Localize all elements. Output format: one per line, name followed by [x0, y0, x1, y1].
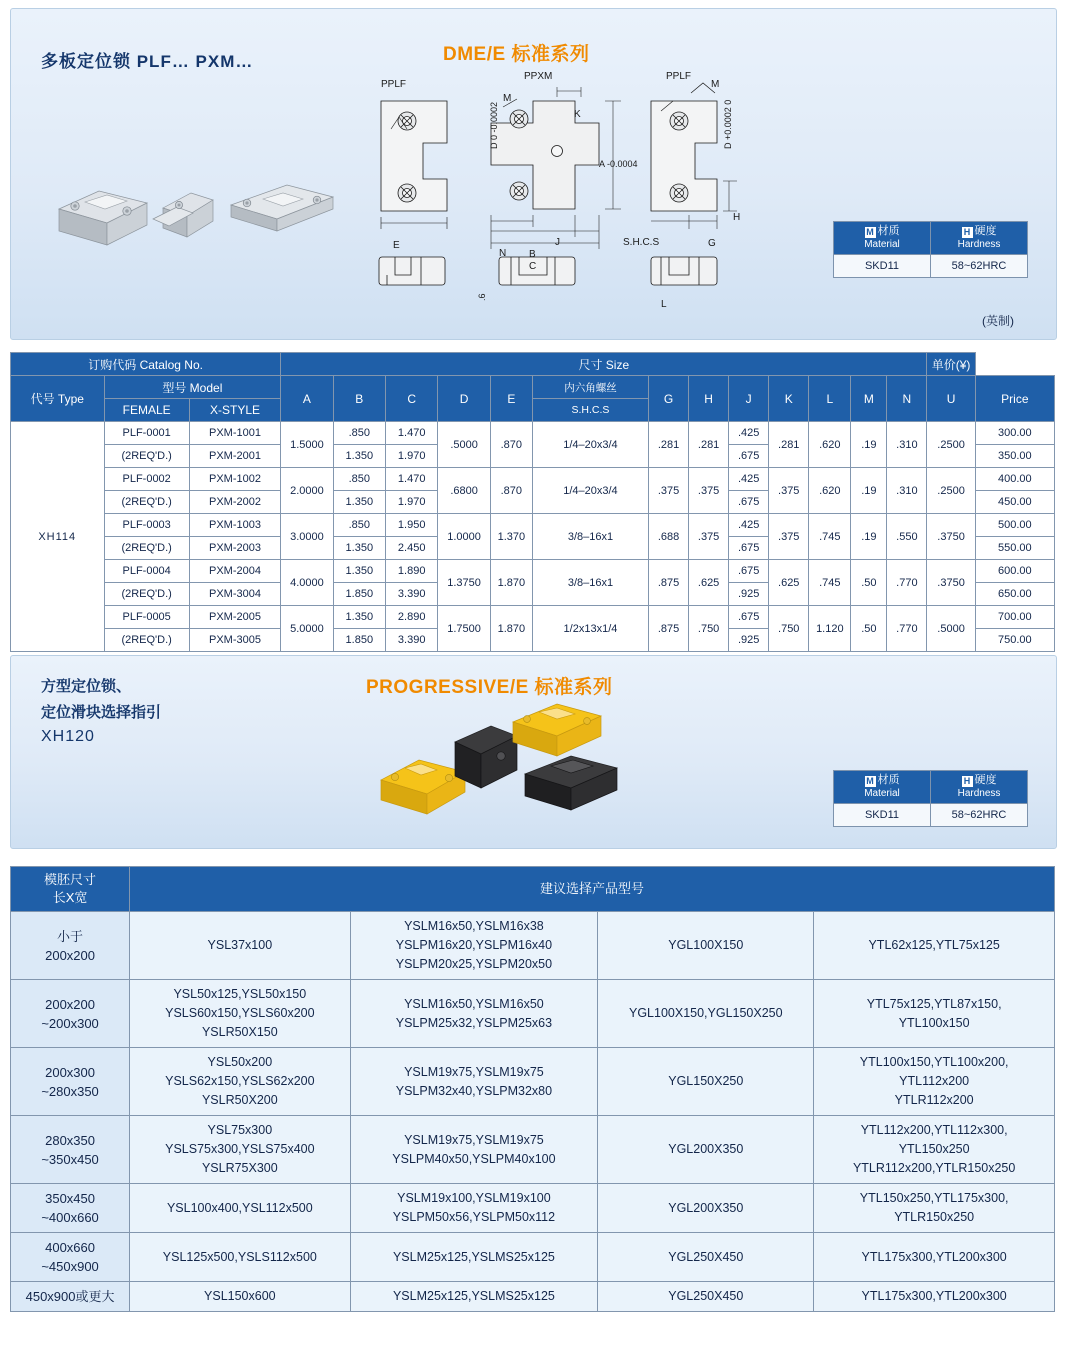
cell-e: 1.870 — [490, 606, 532, 652]
cell-price: 450.00 — [975, 491, 1054, 514]
cell-j: .675 — [729, 560, 769, 583]
cell-b: 1.350 — [333, 491, 385, 514]
selection-guide-table — [10, 866, 1055, 1312]
cell-xstyle: PXM-3005 — [189, 629, 280, 652]
cell-xstyle: PXM-1002 — [189, 468, 280, 491]
cell-n: .770 — [887, 560, 927, 606]
panel2-title-line1: 方型定位锁、 — [41, 678, 132, 695]
cell-d: .5000 — [438, 422, 490, 468]
cell-size: 200x200 ~200x300 — [11, 980, 130, 1048]
cell-h: .750 — [689, 606, 729, 652]
cell-ysl: YSL50x200 YSLS62x150,YSLS62x200 YSLR50X200 — [130, 1048, 350, 1116]
cell-xstyle: PXM-2003 — [189, 537, 280, 560]
cell-size — [11, 912, 130, 980]
cell-xstyle: PXM-3004 — [189, 583, 280, 606]
th-m: M — [851, 376, 887, 422]
th-e: E — [490, 376, 532, 422]
cell-shcs: 1/4–20x3/4 — [532, 468, 648, 514]
cell-size: 350x450 ~400x660 — [11, 1184, 130, 1233]
cell-ytl: YTL150x250,YTL175x300, YTLR150x250 — [814, 1184, 1055, 1233]
cell-b: .850 — [333, 514, 385, 537]
cell-yslm: YSLM19x75,YSLM19x75 YSLPM32x40,YSLPM32x80 — [350, 1048, 598, 1116]
cell-k: .750 — [769, 606, 809, 652]
cell-ygl: YGL200X350 — [598, 1116, 814, 1184]
th-d: D — [438, 376, 490, 422]
cell-size: 400x660 ~450x900 — [11, 1233, 130, 1282]
cell-h: .375 — [689, 468, 729, 514]
cell-a: 4.0000 — [281, 560, 333, 606]
th-recommended-models: 建议选择产品型号 — [130, 867, 1055, 912]
cell-c: 2.450 — [386, 537, 438, 560]
cell-ytl: YTL112x200,YTL112x300, YTL150x250 YTLR112x200,YTLR150x250 — [814, 1116, 1055, 1184]
th-price-en: Price — [975, 376, 1054, 422]
size-line: 200x200 — [45, 947, 95, 963]
cell-h: .281 — [689, 422, 729, 468]
cell-g: .875 — [649, 606, 689, 652]
cell-size: 450x900或更大 — [11, 1282, 130, 1312]
cell-b: 1.350 — [333, 445, 385, 468]
cell-female: (2REQ'D.) — [104, 629, 189, 652]
cell-female: PLF-0005 — [104, 606, 189, 629]
cell-u: .5000 — [927, 606, 975, 652]
cell-ygl: YGL200X350 — [598, 1184, 814, 1233]
spec-table — [10, 352, 1055, 652]
hardness-value-1: 58~62HRC — [931, 255, 1028, 278]
cell-female: PLF-0001 — [104, 422, 189, 445]
th-k: K — [769, 376, 809, 422]
cell-ysl: YSL50x125,YSL50x150 YSLS60x150,YSLS60x200 YSLR50X150 — [130, 980, 350, 1048]
label-j: J — [555, 237, 560, 248]
cell-c: 1.470 — [386, 422, 438, 445]
cell-shcs: 3/8–16x1 — [532, 514, 648, 560]
label-a-tol: A -0.0004 — [599, 159, 638, 169]
table-row — [11, 980, 1055, 1048]
cell-yslm: YSLM25x125,YSLMS25x125 — [350, 1282, 598, 1312]
cell-h: .375 — [689, 514, 729, 560]
th-female: FEMALE — [104, 399, 189, 422]
cell-d: 1.3750 — [438, 560, 490, 606]
th-catalog: 订购代码 Catalog No. — [11, 353, 281, 376]
cell-yslm: YSLM19x100,YSLM19x100 YSLPM50x56,YSLPM50x112 — [350, 1184, 598, 1233]
cell-ygl: YGL100X150,YGL150X250 — [598, 980, 814, 1048]
cell-b: 1.350 — [333, 606, 385, 629]
cell-female: (2REQ'D.) — [104, 445, 189, 468]
table-row — [11, 422, 1055, 445]
cell-c: 2.890 — [386, 606, 438, 629]
cell-ygl: YGL250X450 — [598, 1233, 814, 1282]
type-value: XH114 — [11, 422, 105, 652]
cell-female: (2REQ'D.) — [104, 537, 189, 560]
cell-ytl: YTL100x150,YTL100x200, YTL112x200 YTLR112x200 — [814, 1048, 1055, 1116]
cell-ysl: YSL75x300 YSLS75x300,YSLS75x400 YSLR75X300 — [130, 1116, 350, 1184]
cell-shcs: 1/4–20x3/4 — [532, 422, 648, 468]
cell-j: .925 — [729, 583, 769, 606]
unit-note: (英制) — [982, 314, 1014, 328]
cell-e: .870 — [490, 422, 532, 468]
cell-b: 1.850 — [333, 629, 385, 652]
table-row — [11, 1282, 1055, 1312]
cell-j: .675 — [729, 445, 769, 468]
cell-u: .3750 — [927, 560, 975, 606]
th-size: 尺寸 Size — [281, 353, 927, 376]
table-row — [11, 468, 1055, 491]
cell-yslm: YSLM19x75,YSLM19x75 YSLPM40x50,YSLPM40x100 — [350, 1116, 598, 1184]
cell-c: 1.950 — [386, 514, 438, 537]
th-xstyle: X-STYLE — [189, 399, 280, 422]
cell-xstyle: PXM-1001 — [189, 422, 280, 445]
th-a: A — [281, 376, 333, 422]
label-e: E — [393, 240, 400, 251]
cell-m: .19 — [851, 422, 887, 468]
th-l: L — [809, 376, 851, 422]
th-type: 代号 Type — [11, 376, 105, 422]
cell-xstyle: PXM-2002 — [189, 491, 280, 514]
th-model: 型号 Model — [104, 376, 281, 399]
cell-size: 200x300 ~280x350 — [11, 1048, 130, 1116]
cell-c: 1.970 — [386, 491, 438, 514]
cell-female: PLF-0002 — [104, 468, 189, 491]
cell-ysl: YSL125x500,YSLS112x500 — [130, 1233, 350, 1282]
material-header-2: M 材质 Material — [834, 771, 931, 804]
cell-xstyle: PXM-2001 — [189, 445, 280, 468]
hardness-icon-2: H — [962, 776, 973, 787]
cell-n: .770 — [887, 606, 927, 652]
panel1-series-title: DME/E 标准系列 — [443, 44, 590, 65]
selection-guide-wrap — [10, 866, 1055, 1312]
label-n: N — [499, 248, 507, 259]
cell-l: 1.120 — [809, 606, 851, 652]
panel2-series-title: PROGRESSIVE/E 标准系列 — [366, 677, 613, 698]
th-mold-size — [11, 867, 130, 912]
cell-price: 600.00 — [975, 560, 1054, 583]
hardness-header-1: H 硬度 Hardness — [931, 222, 1028, 255]
cell-female: PLF-0004 — [104, 560, 189, 583]
th-b: B — [333, 376, 385, 422]
cell-j: .925 — [729, 629, 769, 652]
cell-yslm: YSLM16x50,YSLM16x38 YSLPM16x20,YSLPM16x40 YSLPM20x25,YSLPM20x50 — [350, 912, 598, 980]
cell-size: 280x350 ~350x450 — [11, 1116, 130, 1184]
cell-a: 2.0000 — [281, 468, 333, 514]
th-j: J — [729, 376, 769, 422]
cell-u: .2500 — [927, 422, 975, 468]
cell-n: .550 — [887, 514, 927, 560]
cell-n: .310 — [887, 422, 927, 468]
spec-table-body — [11, 422, 1055, 652]
cell-ytl: YTL62x125,YTL75x125 — [814, 912, 1055, 980]
cell-g: .875 — [649, 560, 689, 606]
table-row — [11, 1233, 1055, 1282]
cell-b: .850 — [333, 468, 385, 491]
cell-e: .870 — [490, 468, 532, 514]
cell-d: .6800 — [438, 468, 490, 514]
label-shcs: S.H.C.S — [623, 237, 660, 248]
label-c: C — [529, 261, 537, 272]
panel-dme-series — [10, 8, 1057, 340]
cell-c: 1.470 — [386, 468, 438, 491]
cell-price: 650.00 — [975, 583, 1054, 606]
spec-table-wrap — [10, 352, 1055, 652]
cell-xstyle: PXM-2005 — [189, 606, 280, 629]
cell-n: .310 — [887, 468, 927, 514]
panel2-title-line2: 定位滑块选择指引 — [41, 704, 162, 721]
th-h: H — [689, 376, 729, 422]
material-icon-1: M — [866, 227, 874, 237]
cell-price: 500.00 — [975, 514, 1054, 537]
label-m-mid: M — [503, 93, 512, 104]
engineering-drawings — [351, 61, 781, 331]
cell-c: 1.890 — [386, 560, 438, 583]
cell-ygl: YGL150X250 — [598, 1048, 814, 1116]
cell-b: 1.850 — [333, 583, 385, 606]
table-row — [11, 1116, 1055, 1184]
cell-xstyle: PXM-1003 — [189, 514, 280, 537]
cell-a: 1.5000 — [281, 422, 333, 468]
cell-ytl: YTL175x300,YTL200x300 — [814, 1233, 1055, 1282]
cell-b: .850 — [333, 422, 385, 445]
cell-m: .19 — [851, 514, 887, 560]
material-header-1: M 材质 Material — [834, 222, 931, 255]
cell-price: 750.00 — [975, 629, 1054, 652]
progressive-parts-illustration — [361, 698, 661, 838]
material-value-2: SKD11 — [834, 804, 931, 827]
cell-b: 1.350 — [333, 537, 385, 560]
size-line: 小于 — [57, 928, 84, 944]
label-g: G — [708, 238, 716, 249]
panel1-title-cn: 多板定位锁 PLF… PXM… — [41, 52, 254, 71]
part-isometric-illustration — [51, 157, 341, 272]
cell-m: .50 — [851, 606, 887, 652]
label-b: B — [529, 249, 536, 260]
cell-xstyle: PXM-2004 — [189, 560, 280, 583]
cell-j: .675 — [729, 606, 769, 629]
cell-g: .281 — [649, 422, 689, 468]
panel2-code: XH120 — [41, 728, 95, 745]
panel2-title — [41, 674, 161, 726]
th-c: C — [386, 376, 438, 422]
cell-ysl: YSL37x100 — [130, 912, 350, 980]
th-n: N — [887, 376, 927, 422]
material-value-1: SKD11 — [834, 255, 931, 278]
cell-j: .675 — [729, 491, 769, 514]
cell-e: 1.870 — [490, 560, 532, 606]
cell-l: .745 — [809, 514, 851, 560]
material-hardness-table-2 — [833, 770, 1028, 827]
cell-female: (2REQ'D.) — [104, 583, 189, 606]
cell-c: 3.390 — [386, 629, 438, 652]
cell-g: .688 — [649, 514, 689, 560]
th-price-cn: 单价(¥) — [927, 353, 975, 376]
cell-j: .425 — [729, 514, 769, 537]
cell-ytl: YTL75x125,YTL87x150, YTL100x150 — [814, 980, 1055, 1048]
cell-a: 5.0000 — [281, 606, 333, 652]
cell-g: .375 — [649, 468, 689, 514]
cell-ysl: YSL150x600 — [130, 1282, 350, 1312]
cell-ygl: YGL250X450 — [598, 1282, 814, 1312]
material-hardness-table-1 — [833, 221, 1028, 278]
cell-e: 1.370 — [490, 514, 532, 560]
cell-u: .3750 — [927, 514, 975, 560]
label-k: K — [574, 109, 581, 120]
th-shcs-cn: 内六角螺丝 — [532, 376, 648, 399]
cell-a: 3.0000 — [281, 514, 333, 560]
table-row — [11, 1184, 1055, 1233]
cell-k: .281 — [769, 422, 809, 468]
label-pplf-left: PPLF — [381, 79, 407, 90]
cell-price: 550.00 — [975, 537, 1054, 560]
label-m-right: M — [711, 79, 720, 90]
table-row — [11, 606, 1055, 629]
cell-shcs: 1/2x13x1/4 — [532, 606, 648, 652]
cell-l: .745 — [809, 560, 851, 606]
cell-m: .19 — [851, 468, 887, 514]
cell-price: 700.00 — [975, 606, 1054, 629]
th-mold-size-line2: 长X宽 — [52, 890, 88, 905]
cell-j: .675 — [729, 537, 769, 560]
cell-ygl: YGL100X150 — [598, 912, 814, 980]
label-ppxm: PPXM — [524, 71, 553, 82]
hardness-icon-1: H — [962, 227, 973, 238]
cell-yslm: YSLM25x125,YSLMS25x125 — [350, 1233, 598, 1282]
cell-j: .425 — [729, 422, 769, 445]
hardness-header-2: H 硬度 Hardness — [931, 771, 1028, 804]
label-d-tol-2: D +0.0002 0 — [723, 99, 733, 149]
cell-k: .375 — [769, 514, 809, 560]
cell-j: .425 — [729, 468, 769, 491]
th-g: G — [649, 376, 689, 422]
selection-guide-body — [11, 912, 1055, 1312]
table-row — [11, 514, 1055, 537]
label-l: L — [661, 299, 667, 310]
label-pplf-right: PPLF — [666, 71, 692, 82]
cell-c: 1.970 — [386, 445, 438, 468]
cell-u: .2500 — [927, 468, 975, 514]
cell-female: PLF-0003 — [104, 514, 189, 537]
cell-l: .620 — [809, 422, 851, 468]
cell-d: 1.7500 — [438, 606, 490, 652]
cell-c: 3.390 — [386, 583, 438, 606]
cell-ytl: YTL175x300,YTL200x300 — [814, 1282, 1055, 1312]
th-shcs-en: S.H.C.S — [532, 399, 648, 422]
cell-shcs: 3/8–16x1 — [532, 560, 648, 606]
cell-price: 350.00 — [975, 445, 1054, 468]
cell-yslm: YSLM16x50,YSLM16x50 YSLPM25x32,YSLPM25x63 — [350, 980, 598, 1048]
cell-l: .620 — [809, 468, 851, 514]
cell-female: (2REQ'D.) — [104, 491, 189, 514]
th-mold-size-line1: 模胚尺寸 — [44, 872, 97, 887]
table-row — [11, 912, 1055, 980]
material-icon-2: M — [866, 776, 874, 786]
label-d-tol-1: D 0 -0.0002 — [489, 101, 499, 149]
cell-h: .625 — [689, 560, 729, 606]
cell-k: .375 — [769, 468, 809, 514]
table-row — [11, 560, 1055, 583]
th-u: U — [927, 376, 975, 422]
cell-price: 400.00 — [975, 468, 1054, 491]
hardness-value-2: 58~62HRC — [931, 804, 1028, 827]
cell-m: .50 — [851, 560, 887, 606]
cell-k: .625 — [769, 560, 809, 606]
table-row — [11, 1048, 1055, 1116]
cell-d: 1.0000 — [438, 514, 490, 560]
label-h: H — [733, 212, 741, 223]
cell-price: 300.00 — [975, 422, 1054, 445]
cell-ysl: YSL100x400,YSL112x500 — [130, 1184, 350, 1233]
label-point6: .6 — [477, 293, 487, 301]
cell-b: 1.350 — [333, 560, 385, 583]
